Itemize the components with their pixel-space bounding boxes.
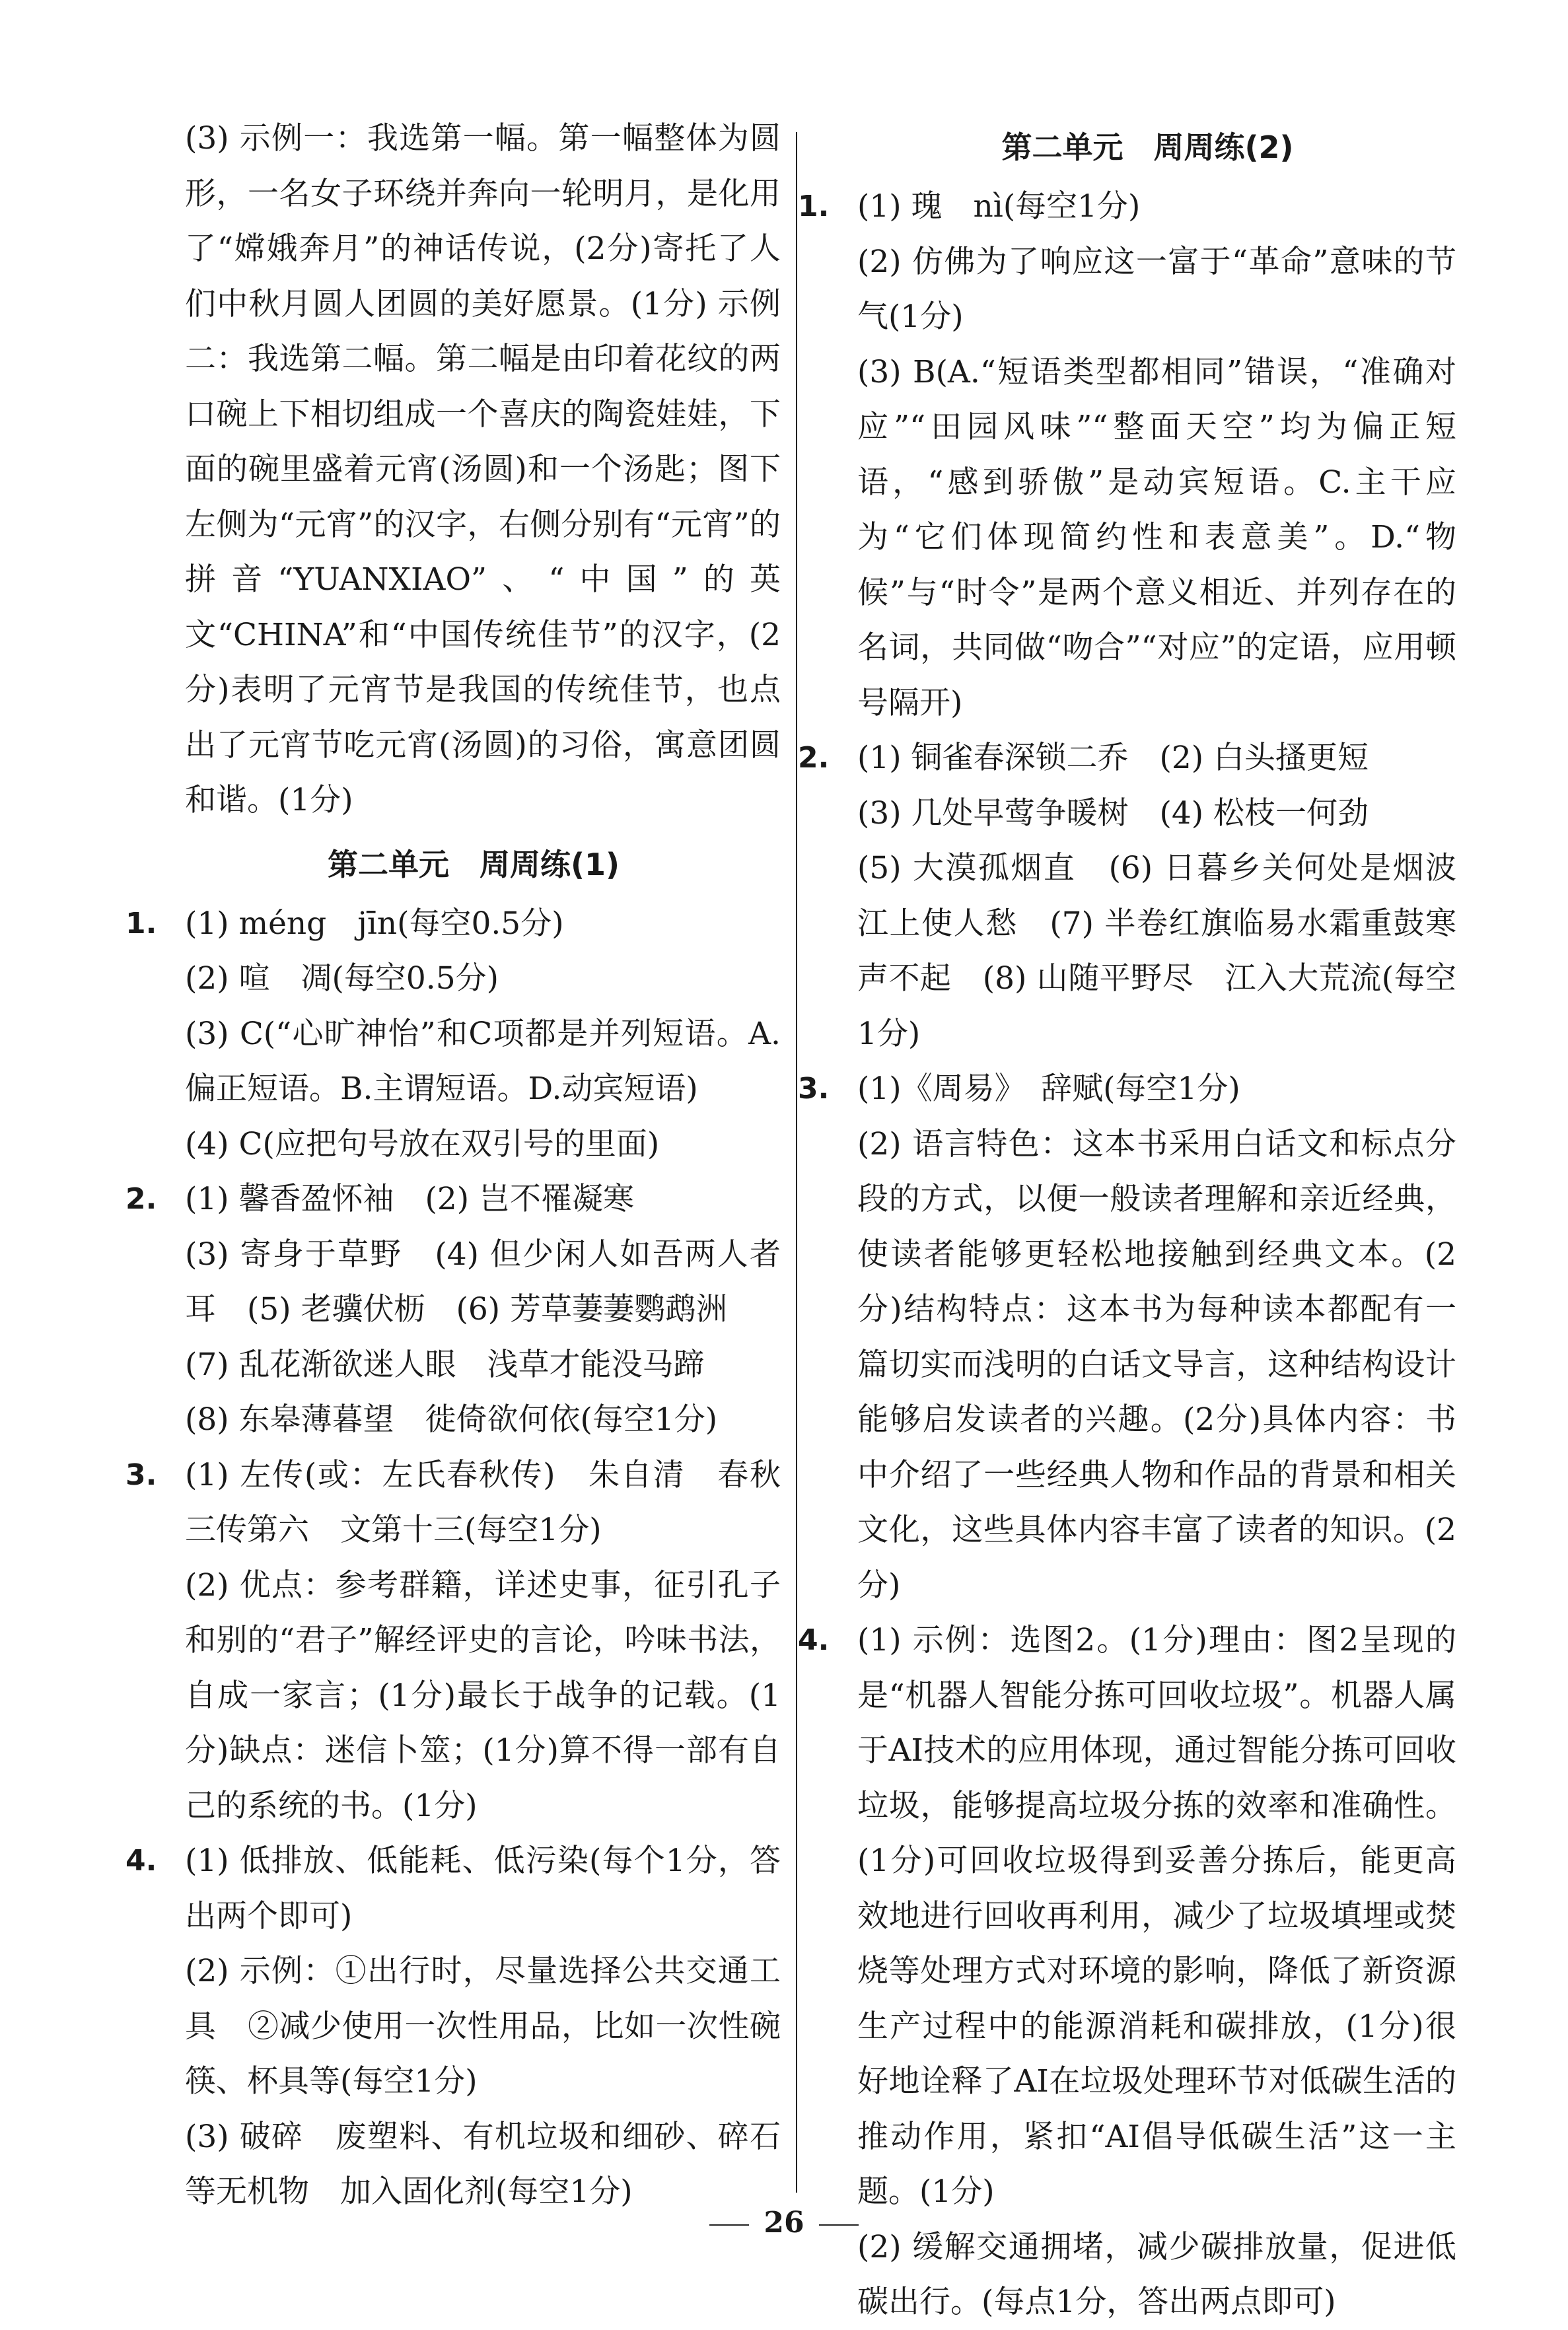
answer-line: (1) 铜雀春深锁二乔 (2) 白头搔更短 xyxy=(857,740,1369,776)
answer-item xyxy=(125,1448,781,1834)
item-number: 1. xyxy=(125,906,157,940)
answer-line: (1) 馨香盈怀袖 (2) 岂不罹凝寒 xyxy=(185,1181,635,1217)
answer-line: (2) 示例：①出行时，尽量选择公共交通工具 ②减少使用一次性用品，比如一次性碗筷、杯具等(每空1分) xyxy=(185,1953,781,2100)
answer-line: (1)《周易》 辞赋(每空1分) xyxy=(857,1071,1240,1107)
column-divider xyxy=(796,132,797,2193)
answer-line: (4) C(应把句号放在双引号的里面) xyxy=(185,1125,660,1162)
answer-line: (2) 语言特色：这本书采用白话文和标点分段的方式，以便一般读者理解和亲近经典，使读者能够更轻松地接触到经典文本。(2分)结构特点：这本书为每种读本都配有一篇切实而浅明的白话文导言，这种结构设计能够启发读者的兴趣。(2分)具体内容：书中介绍了一些经典人物和作品的背景和相关文化，这些具体内容丰富了读者的知识。(2分) xyxy=(857,1125,1456,1604)
answer-line: (1) 左传(或：左氏春秋传) 朱自清 春秋三传第六 文第十三(每空1分) xyxy=(185,1456,781,1548)
answer-line: (1) 瑰 nì(每空1分) xyxy=(857,188,1141,225)
page-number: 26 xyxy=(764,2206,804,2240)
answer-line: (1) 低排放、低能耗、低污染(每个1分，答出两个即可) xyxy=(185,1843,781,1934)
answer-line: (3) B(A.“短语类型都相同”错误，“准确对应”“田园风味”“整面天空”均为偏正短语，“感到骄傲”是动宾短语。C.主干应为“它们体现简约性和表意美”。D.“物候”与“时令”是两个意义相近、并列存在的名词，共同做“吻合”“对应”的定语，应用顿号隔开) xyxy=(857,353,1456,721)
answer-line: (2) 优点：参考群籍，详述史事，征引孔子和别的“君子”解经评史的言论，吟味书法，自成一家言；(1分)最长于战争的记载。(1分)缺点：迷信卜筮；(1分)算不得一部有自己的系统的书。(1分) xyxy=(185,1567,781,1824)
section-title-week-2: 第二单元 周周练(2) xyxy=(1001,129,1294,165)
answer-item xyxy=(125,896,781,1172)
answer-line: (5) 大漠孤烟直 (6) 日暮乡关何处是烟波江上使人愁 (7) 半卷红旗临易水霜重鼓寒声不起 (8) 山随平野尽 江入大荒流(每空1分) xyxy=(857,850,1456,1052)
item-number: 3. xyxy=(125,1458,157,1492)
item-number: 4. xyxy=(125,1844,157,1878)
answer-line: (1) 示例：选图2。(1分)理由：图2呈现的是“机器人智能分拣可回收垃圾”。机器人属于AI技术的应用体现，通过智能分拣可回收垃圾，能够提高垃圾分拣的效率和准确性。(1分)可回收垃圾得到妥善分拣后，能更高效地进行回收再利用，减少了垃圾填埋或焚烧等处理方式对环境的影响，降低了新资源生产过程中的能源消耗和碳排放，(1分)很好地诠释了AI在垃圾处理环节对低碳生活的推动作用，紧扣“AI倡导低碳生活”这一主题。(1分) xyxy=(857,1622,1456,2210)
left-top-paragraph: (3) 示例一：我选第一幅。第一幅整体为圆形，一名女子环绕并奔向一轮明月，是化用了“嫦娥奔月”的神话传说，(2分)寄托了人们中秋月圆人团圆的美好愿景。(1分) 示例二：我选第二幅。第二幅是由印着花纹的两口碗上下相切组成一个喜庆的陶瓷娃娃，下面的碗里盛着元宵(汤圆)和一个汤匙；图下左侧为“元宵”的汉字，右侧分别有“元宵”的拼音“YUANXIAO”、“中国”的英文“CHINA”和“中国传统佳节”的汉字，(2分)表明了元宵节是我国的传统佳节，也点出了元宵节吃元宵(汤圆)的习俗，寓意团圆和谐。(1分) xyxy=(185,120,781,818)
answer-line: (3) C(“心旷神怡”和C项都是并列短语。A.偏正短语。B.主谓短语。D.动宾短语) xyxy=(185,1015,781,1107)
left-column xyxy=(125,111,781,2220)
answer-line: (3) 破碎 废塑料、有机垃圾和细砂、碎石等无机物 加入固化剂(每空1分) xyxy=(185,2118,781,2210)
item-number: 2. xyxy=(798,741,830,775)
item-number: 4. xyxy=(798,1623,830,1657)
footer-dash-right xyxy=(819,2224,859,2226)
answer-item xyxy=(125,1172,781,1448)
footer-dash-left xyxy=(709,2224,749,2226)
right-column xyxy=(798,111,1456,2330)
answer-item xyxy=(798,179,1456,730)
answer-line: (8) 东皋薄暮望 徙倚欲何依(每空1分) xyxy=(185,1401,718,1438)
answer-line: (2) 仿佛为了响应这一富于“革命”意味的节气(1分) xyxy=(857,243,1456,335)
item-number: 1. xyxy=(798,190,830,223)
item-number: 3. xyxy=(798,1072,830,1106)
answer-line: (1) méng jīn(每空0.5分) xyxy=(185,905,564,942)
answer-line: (2) 缓解交通拥堵，减少碳排放量，促进低碳出行。(每点1分，答出两点即可) xyxy=(857,2228,1456,2320)
answer-item xyxy=(798,730,1456,1061)
section-title-week-1: 第二单元 周周练(1) xyxy=(327,846,620,882)
answer-line: (2) 喧 凋(每空0.5分) xyxy=(185,960,499,997)
answer-line: (3) 寄身于草野 (4) 但少闲人如吾两人者耳 (5) 老骥伏枥 (6) 芳草萋萋鹦鹉洲 xyxy=(185,1236,781,1327)
page-footer xyxy=(0,2206,1568,2240)
answer-item xyxy=(798,1061,1456,1613)
item-number: 2. xyxy=(125,1182,157,1216)
answer-line: (7) 乱花渐欲迷人眼 浅草才能没马蹄 xyxy=(185,1346,705,1383)
answer-line: (3) 几处早莺争暖树 (4) 松枝一何劲 xyxy=(857,794,1369,831)
answer-item xyxy=(125,1833,781,2220)
